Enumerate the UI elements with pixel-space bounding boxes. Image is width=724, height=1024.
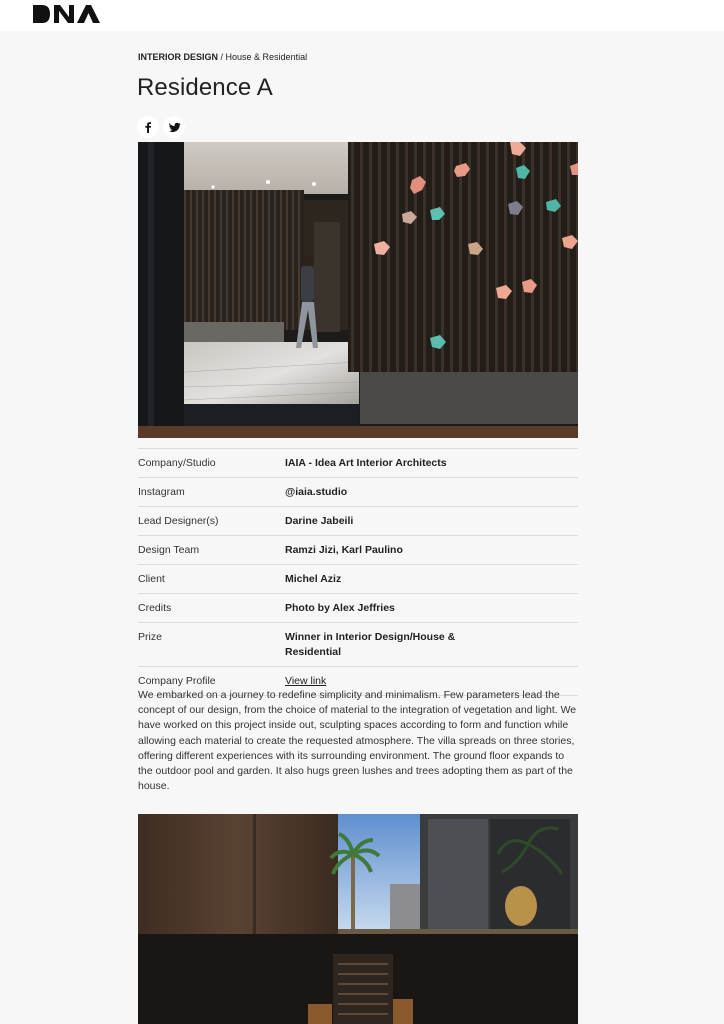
project-description: We embarked on a journey to redefine simplicity and minimalism. Few parameters lead the concept of our design, from the choice of material to the integration of vegetation and light. We have worked on this project inside out, sculpting spaces according to form and function while allowing each material to create the requested atmosphere. The villa spreads on three stories, offering different experiences with its surrounding environment. The ground floor expands to the outdoor pool and garden. It also hugs green lushes and trees adopting them as part of the house. [138,689,577,793]
facebook-icon [142,121,154,133]
detail-row-credits [138,594,578,623]
breadcrumb-separator: / [218,52,226,62]
detail-row-company [138,449,578,478]
detail-row-client [138,565,578,594]
detail-row-design-team [138,536,578,565]
breadcrumb [138,52,307,62]
hero-image [138,142,578,438]
project-image-2 [138,814,578,1024]
detail-label: Lead Designer(s) [138,515,219,527]
detail-row-instagram [138,478,578,507]
detail-value: @iaia.studio [285,486,348,498]
detail-label: Company Profile [138,675,216,687]
twitter-share-button[interactable] [163,116,185,138]
detail-value: Photo by Alex Jeffries [285,602,395,614]
detail-value: Ramzi Jizi, Karl Paulino [285,544,403,556]
detail-value: Winner in Interior Design/House & Residential [285,631,456,658]
detail-label: Client [138,573,165,585]
detail-value: Michel Aziz [285,573,342,585]
detail-row-lead-designer [138,507,578,536]
project-details-table [138,448,578,696]
facebook-share-button[interactable] [137,116,159,138]
detail-value: IAIA - Idea Art Interior Architects [285,457,447,469]
twitter-icon [168,121,181,133]
detail-label: Prize [138,631,162,643]
detail-label: Company/Studio [138,457,216,469]
detail-label: Design Team [138,544,200,556]
dna-logo[interactable] [33,4,101,24]
top-bar [0,0,724,31]
detail-label: Instagram [138,486,185,498]
breadcrumb-subcategory[interactable]: House & Residential [225,52,308,62]
detail-value: Darine Jabeili [285,515,354,527]
breadcrumb-category[interactable]: INTERIOR DESIGN [138,52,219,62]
view-link[interactable]: View link [285,675,327,687]
detail-row-prize [138,623,578,667]
detail-label: Credits [138,602,172,614]
page-title: Residence A [137,74,273,101]
